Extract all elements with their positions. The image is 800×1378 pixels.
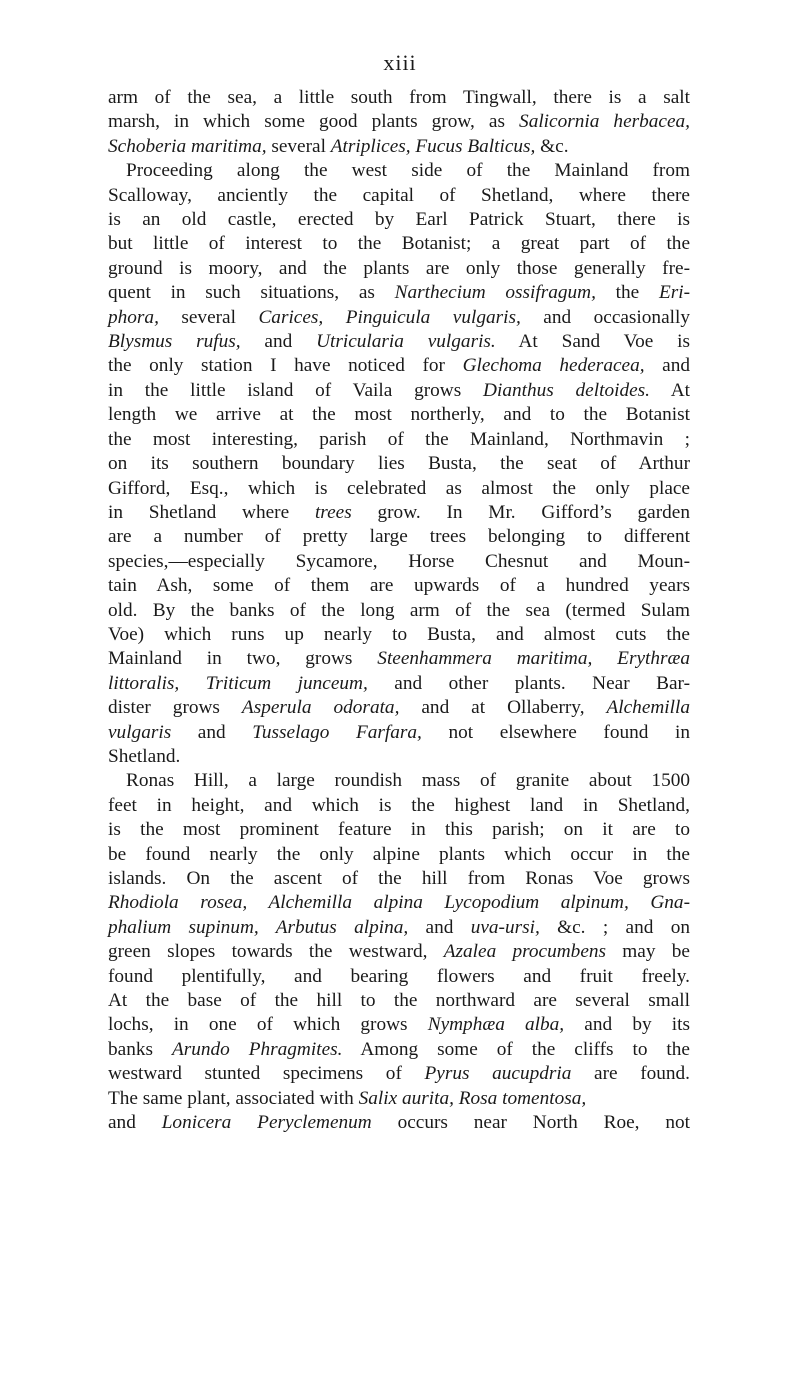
text-span: and by its [564, 1014, 690, 1036]
italic-text: phalium supinum, Arbutus alpina, [108, 916, 409, 938]
text-span: and [408, 916, 471, 938]
text-span: arm of the sea, a little south from Tingwall, there is a salt [108, 87, 690, 108]
text-span: length we arrive at the most northerly, and to the Botanist [108, 404, 690, 426]
text-line [108, 574, 690, 598]
italic-text: trees [314, 501, 352, 523]
italic-text: Utricularia vulgaris. [316, 331, 496, 353]
text-span: At the base of the hill to the northward are several small [108, 990, 690, 1012]
italic-text: Steenhammera maritima, Erythræa [377, 648, 691, 670]
text-span: westward stunted specimens of [108, 1063, 425, 1085]
text-line [108, 428, 690, 452]
italic-text: Pyrus aucupdria [424, 1063, 572, 1085]
text-span: At [649, 379, 691, 401]
text-line [108, 257, 690, 281]
text-line [108, 867, 690, 891]
italic-text: Narthecium ossifragum, [394, 282, 596, 304]
text-line [108, 721, 690, 745]
text-span: and other plants. Near Bar- [367, 672, 690, 694]
text-line [108, 281, 690, 305]
text-span: At Sand Voe is [495, 331, 690, 353]
text-span: in Shetland where [108, 501, 315, 523]
text-line [108, 354, 690, 378]
italic-text: Salix aurita, Rosa tomentosa, [358, 1087, 587, 1109]
text-line [108, 965, 690, 989]
italic-text: Asperula odorata, [241, 697, 400, 719]
text-span: &c. ; and on [539, 916, 690, 938]
text-span: and [644, 355, 690, 377]
text-span: are found. [571, 1063, 690, 1085]
italic-text: Glechoma hederacea, [462, 355, 645, 377]
text-line [108, 1013, 690, 1037]
text-line [108, 1062, 690, 1086]
text-line [108, 379, 690, 403]
text-span: quent in such situations, as [108, 282, 395, 304]
text-line [108, 86, 690, 110]
italic-text: phora, [108, 306, 159, 328]
text-line [108, 208, 690, 232]
text-line [108, 184, 690, 208]
text-span: Proceeding along the west side of the Mainland from [126, 160, 690, 182]
text-span: may be [606, 941, 690, 963]
text-line [108, 110, 690, 134]
text-line [108, 794, 690, 818]
text-line [108, 672, 690, 696]
text-span: in the little island of Vaila grows [108, 379, 484, 401]
text-line [108, 891, 690, 915]
italic-text: Rhodiola rosea, Alchemilla alpina Lycopodium alpinum, Gna- [108, 892, 690, 914]
italic-text: Azalea procumbens [443, 941, 607, 963]
text-span: several [158, 306, 259, 328]
text-line [108, 330, 690, 354]
italic-text: Tusselago Farfara, [252, 721, 422, 743]
text-span: and at Ollaberry, [399, 697, 607, 719]
text-line [108, 477, 690, 501]
text-span: is an old castle, erected by Earl Patrick Stuart, there is [108, 209, 690, 231]
italic-text: Blysmus rufus, [108, 331, 241, 353]
italic-text: Alchemilla [606, 697, 691, 719]
italic-text: Eri- [658, 282, 690, 304]
italic-text: Schoberia maritima, [108, 135, 267, 157]
text-span: are a number of pretty large trees belonging to different [108, 526, 690, 548]
text-span: found plentifully, and bearing flowers and fruit freely. [108, 965, 690, 987]
text-line [108, 1038, 690, 1062]
text-span: Scalloway, anciently the capital of Shetland, where there [108, 184, 690, 206]
text-line [108, 647, 690, 671]
text-line [108, 745, 690, 769]
text-span: not elsewhere found in [421, 721, 690, 743]
italic-text: Lonicera Peryclemenum [161, 1112, 372, 1134]
text-line [108, 623, 690, 647]
text-line [108, 1087, 690, 1111]
text-span: marsh, in which some good plants grow, as [108, 111, 520, 133]
text-span: but little of interest to the Botanist; a great part of the [108, 233, 690, 255]
text-span: Among some of the cliffs to the [342, 1038, 690, 1060]
italic-text: Nymphæa alba, [427, 1014, 565, 1036]
text-line [108, 159, 690, 183]
text-span: species,—especially Sycamore, Horse Chesnut and Moun- [108, 550, 690, 572]
text-span: islands. On the ascent of the hill from Ronas Voe grows [108, 868, 690, 889]
text-span: &c. [535, 135, 569, 157]
text-span: the [595, 282, 659, 304]
italic-text: littoralis, Triticum junceum, [108, 672, 368, 694]
text-line [108, 550, 690, 574]
text-line [108, 818, 690, 842]
text-line [108, 769, 690, 793]
text-span: tain Ash, some of them are upwards of a hundred years [108, 575, 690, 597]
text-span: dister grows [108, 697, 242, 719]
text-span: is the most prominent feature in this parish; on it are to [108, 819, 690, 841]
text-span: several [266, 135, 331, 157]
text-span: lochs, in one of which grows [108, 1014, 428, 1036]
italic-text: uva-ursi, [470, 916, 540, 938]
text-line [108, 403, 690, 427]
text-line [108, 1111, 690, 1135]
text-span: feet in height, and which is the highest land in Shetland, [108, 794, 690, 816]
text-line [108, 696, 690, 720]
italic-text: Carices, Pinguicula vulgaris, [258, 306, 521, 328]
text-line [108, 306, 690, 330]
text-span: and [171, 721, 253, 743]
italic-text: Dianthus deltoides. [483, 379, 650, 401]
text-line [108, 452, 690, 476]
text-span: Voe) which runs up nearly to Busta, and almost cuts the [108, 623, 690, 645]
text-span: banks [108, 1038, 172, 1060]
text-span: be found nearly the only alpine plants which occur in the [108, 843, 690, 865]
text-line [108, 916, 690, 940]
text-line [108, 940, 690, 964]
text-span: old. By the banks of the long arm of the sea (termed Sulam [108, 599, 690, 621]
text-span: and occasionally [520, 306, 690, 328]
text-span: Ronas Hill, a large roundish mass of granite about 1500 [126, 770, 690, 792]
text-line [108, 989, 690, 1013]
text-span: occurs near North Roe, not [371, 1112, 690, 1134]
text-line [108, 599, 690, 623]
text-span: Shetland. [108, 745, 181, 767]
text-line [108, 232, 690, 256]
italic-text: vulgaris [108, 721, 172, 743]
text-line [108, 501, 690, 525]
text-span: the only station I have noticed for [108, 355, 463, 377]
text-line [108, 843, 690, 867]
text-line [108, 135, 690, 159]
text-span: The same plant, associated with [108, 1087, 359, 1109]
text-span: green slopes towards the westward, [108, 941, 444, 963]
text-span: and [240, 331, 317, 353]
text-span: ground is moory, and the plants are only those generally fre- [108, 257, 690, 279]
page-number: xiii [383, 50, 417, 75]
italic-text: Atriplices, Fucus Balticus, [330, 135, 536, 157]
text-span: and [108, 1112, 162, 1134]
body-text [108, 86, 690, 1135]
text-span: grow. In Mr. Gifford’s garden [351, 501, 690, 523]
text-span: Mainland in two, grows [108, 648, 378, 670]
italic-text: Salicornia herbacea, [519, 111, 690, 133]
text-span: the most interesting, parish of the Mainland, Northmavin ; [108, 428, 690, 450]
text-line [108, 525, 690, 549]
italic-text: Arundo Phragmites. [171, 1038, 343, 1060]
text-span: on its southern boundary lies Busta, the seat of Arthur [108, 453, 690, 475]
text-span: Gifford, Esq., which is celebrated as almost the only place [108, 477, 690, 499]
